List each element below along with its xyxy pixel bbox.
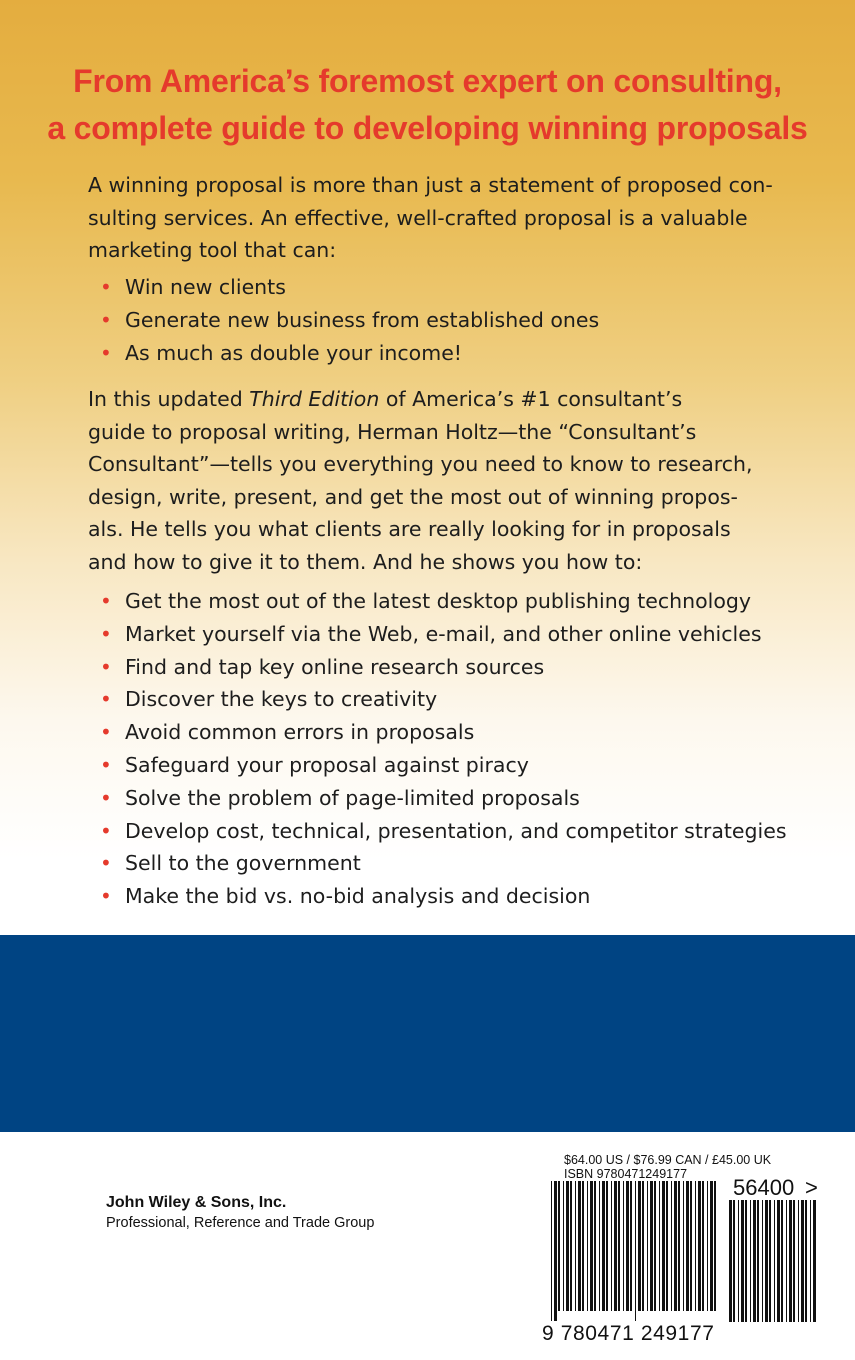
barcode-bar — [789, 1200, 792, 1322]
description-line: design, write, present, and get the most out of winning propos- — [88, 484, 738, 509]
list-item-text: Avoid common errors in proposals — [125, 720, 475, 745]
list-item-text: As much as double your income! — [125, 340, 463, 365]
intro-line: sulting services. An effective, well-crafted proposal is a valuable — [88, 205, 748, 230]
barcode-bar — [554, 1181, 557, 1321]
barcode-bar — [745, 1200, 747, 1322]
barcode-bar — [762, 1200, 763, 1322]
barcode-bar — [683, 1181, 684, 1311]
bullet-icon: • — [100, 785, 112, 810]
barcode-bar — [750, 1200, 751, 1322]
barcode-bar — [654, 1181, 656, 1311]
list-item-text: Safeguard your proposal against piracy — [125, 752, 529, 777]
description-line — [88, 383, 788, 416]
barcode-bar — [623, 1181, 624, 1311]
barcode-bar — [678, 1181, 680, 1311]
isbn-label: ISBN 9780471249177 — [564, 1167, 688, 1181]
list-item — [100, 618, 787, 651]
bullet-icon: • — [100, 851, 112, 876]
barcode-bar — [606, 1181, 608, 1311]
description-line: and how to give it to them. And he shows you how to: — [88, 549, 643, 574]
list-item-text: Find and tap key online research sources — [125, 654, 545, 679]
list-item-text: Make the bid vs. no-bid analysis and decision — [125, 884, 591, 909]
barcode-bar — [582, 1181, 584, 1311]
list-item — [100, 782, 787, 815]
price-text: $64.00 US / $76.99 CAN / £45.00 UK — [564, 1153, 772, 1167]
barcode-bar — [614, 1181, 617, 1311]
list-item — [100, 880, 787, 913]
barcode-bar — [626, 1181, 629, 1311]
barcode-bar — [642, 1181, 644, 1311]
barcode-bar — [695, 1181, 696, 1311]
blue-band — [0, 935, 855, 1132]
barcode-bar — [599, 1181, 600, 1311]
barcode-bar — [563, 1181, 564, 1311]
barcode-bar — [753, 1200, 756, 1322]
list-item-text: Develop cost, technical, presentation, and competitor strategies — [125, 818, 787, 843]
intro-paragraph — [88, 169, 788, 267]
list-item-text: Generate new business from established ones — [125, 307, 600, 332]
barcode-bar — [666, 1181, 668, 1311]
barcode-bar — [578, 1181, 581, 1311]
list-item — [100, 815, 787, 848]
barcode-bar — [590, 1181, 593, 1311]
barcode-bar — [810, 1200, 811, 1322]
description-line: guide to proposal writing, Herman Holtz—the “Consultant’s — [88, 419, 697, 444]
bullet-icon: • — [100, 654, 112, 679]
bullet-icon: • — [100, 818, 112, 843]
barcode-bar — [602, 1181, 605, 1311]
barcode-bar — [662, 1181, 665, 1311]
barcode-bar — [781, 1200, 783, 1322]
barcode-bar — [805, 1200, 807, 1322]
bullet-icon: • — [100, 589, 112, 613]
barcode-bar — [702, 1181, 704, 1311]
list-item — [100, 585, 787, 618]
bullet-icon: • — [100, 720, 112, 745]
barcode-bar — [741, 1200, 744, 1322]
barcode-bar — [659, 1181, 660, 1311]
bullet-icon: • — [100, 752, 112, 777]
bullet-icon: • — [100, 275, 112, 299]
barcode-bar — [765, 1200, 768, 1322]
list-item-text: Solve the problem of page-limited proposals — [125, 785, 580, 810]
intro-line: marketing tool that can: — [88, 238, 337, 262]
publisher-block — [106, 1192, 374, 1233]
bullet-icon: • — [100, 340, 112, 365]
barcode-bar — [594, 1181, 596, 1311]
barcode-bar — [786, 1200, 787, 1322]
list-item — [100, 651, 787, 684]
barcode-bar — [729, 1200, 732, 1322]
headline-line-2: a complete guide to developing winning proposals — [47, 110, 808, 146]
barcode-bar — [769, 1200, 771, 1322]
description-paragraph — [88, 383, 788, 578]
isbn-digits: 9 780471 249177 — [542, 1322, 715, 1345]
description-line: Consultant”—tells you everything you need to know to research, — [88, 452, 753, 476]
intro-line: A winning proposal is more than just a statement of proposed con- — [88, 173, 773, 197]
addon-arrow: > — [805, 1175, 818, 1200]
list-item-text: Get the most out of the latest desktop publishing technology — [125, 589, 752, 613]
price-addon-barcode — [727, 1200, 819, 1322]
barcode-bar — [698, 1181, 701, 1311]
barcode-bar — [611, 1181, 612, 1311]
publisher-group: Professional, Reference and Trade Group — [106, 1215, 375, 1231]
barcode-bar — [566, 1181, 569, 1311]
barcode-bar — [714, 1181, 716, 1311]
list-item-text: Market yourself via the Web, e-mail, and other online vehicles — [125, 621, 762, 646]
list-item — [100, 683, 787, 716]
barcode-bar — [707, 1181, 708, 1311]
list-item — [100, 271, 599, 304]
barcode-bar — [690, 1181, 692, 1311]
publisher-name: John Wiley & Sons, Inc. — [106, 1194, 287, 1211]
barcode-bar — [801, 1200, 804, 1322]
bullet-icon: • — [100, 884, 112, 909]
list-item-text: Sell to the government — [125, 851, 361, 876]
barcode-bar — [587, 1181, 588, 1311]
list-item — [100, 337, 599, 370]
barcode-bar — [630, 1181, 632, 1311]
list-item-text: Discover the keys to creativity — [125, 687, 438, 712]
bullet-icon: • — [100, 621, 112, 646]
barcode-bar — [686, 1181, 689, 1311]
edition-title: Third Edition — [249, 387, 380, 411]
barcode-bar — [738, 1200, 739, 1322]
bullet-icon: • — [100, 307, 112, 332]
headline — [0, 58, 855, 152]
list-item — [100, 716, 787, 749]
addon-digits: 56400 — [733, 1175, 795, 1200]
list-item — [100, 749, 787, 782]
barcode-bar — [793, 1200, 795, 1322]
barcode-bar — [558, 1181, 560, 1311]
barcode-bar — [575, 1181, 576, 1311]
howto-list — [100, 585, 787, 913]
barcode-bar — [635, 1181, 636, 1321]
barcode-bar — [798, 1200, 799, 1322]
list-item-text: Win new clients — [125, 275, 286, 299]
barcode-bar — [570, 1181, 572, 1311]
description-line: als. He tells you what clients are really looking for in proposals — [88, 517, 731, 541]
headline-line-1: From America’s foremost expert on consulting, — [73, 63, 782, 99]
description-text: of America’s #1 consultant’s — [379, 387, 683, 411]
list-item — [100, 847, 787, 880]
barcode-bar — [650, 1181, 653, 1311]
barcode-bar — [710, 1181, 713, 1311]
barcode-bar — [813, 1200, 816, 1322]
barcode-bar — [733, 1200, 735, 1322]
barcode-bar — [777, 1200, 780, 1322]
barcode-bar — [618, 1181, 620, 1311]
barcode-bar — [638, 1181, 641, 1311]
barcode-bar — [551, 1181, 552, 1321]
list-item — [100, 304, 599, 337]
barcode-bar — [674, 1181, 677, 1311]
bullet-icon: • — [100, 687, 112, 712]
barcode-bar — [774, 1200, 775, 1322]
isbn-barcode — [549, 1181, 721, 1321]
benefits-list — [100, 271, 599, 369]
barcode-bar — [647, 1181, 648, 1311]
description-text: In this updated — [88, 387, 250, 411]
barcode-bar — [757, 1200, 759, 1322]
barcode-bar — [671, 1181, 672, 1311]
